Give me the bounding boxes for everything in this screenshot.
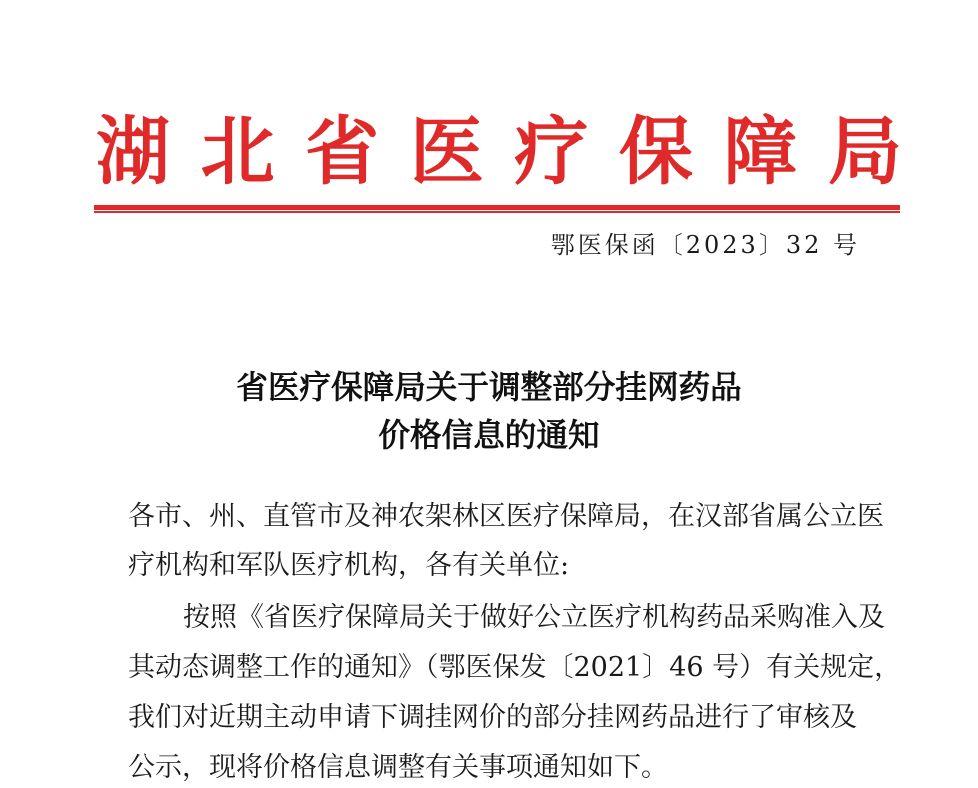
masthead-char: 局 bbox=[827, 109, 902, 195]
paragraph-line: 按照《省医疗保障局关于做好公立医疗机构药品采购准入及 bbox=[183, 602, 885, 633]
paragraph-line: 我们对近期主动申请下调挂网价的部分挂网药品进行了审核及 bbox=[128, 702, 857, 733]
masthead-char: 疗 bbox=[514, 109, 589, 195]
notice-title-line-2: 价格信息的通知 bbox=[378, 417, 600, 454]
document-number: 鄂医保函〔2023〕32 号 bbox=[550, 231, 860, 259]
paragraph-line: 公示，现将价格信息调整有关事项通知如下。 bbox=[128, 752, 668, 783]
notice-title-line-1: 省医疗保障局关于调整部分挂网药品 bbox=[236, 369, 742, 406]
masthead-char: 北 bbox=[200, 109, 275, 195]
addressee-line-1: 各市、州、直管市及神农架林区医疗保障局，在汉部省属公立医 bbox=[128, 501, 884, 532]
masthead-char: 医 bbox=[409, 109, 484, 195]
masthead-char: 湖 bbox=[96, 109, 170, 195]
masthead-char: 保 bbox=[618, 109, 693, 195]
issuer-masthead bbox=[96, 102, 902, 202]
masthead-char: 省 bbox=[305, 109, 380, 195]
addressee-line-2: 疗机构和军队医疗机构，各有关单位: bbox=[128, 550, 570, 581]
masthead-char: 障 bbox=[723, 109, 798, 195]
red-divider-line bbox=[94, 205, 900, 213]
paragraph-line: 其动态调整工作的通知》（鄂医保发〔2021〕46 号）有关规定， bbox=[128, 652, 902, 683]
